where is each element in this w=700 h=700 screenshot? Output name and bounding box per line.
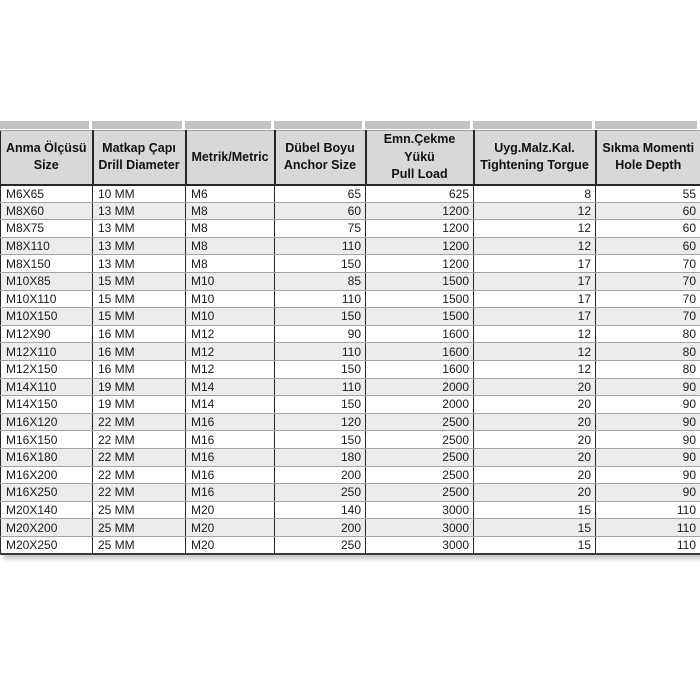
- sheet-top-strip-segment: [595, 121, 697, 129]
- cell: 625: [366, 185, 474, 203]
- cell: 1500: [366, 308, 474, 326]
- cell: 16 MM: [93, 325, 186, 343]
- sheet-top-strip-segment: [365, 121, 470, 129]
- cell: 55: [596, 185, 700, 203]
- cell: 20: [474, 413, 596, 431]
- cell: 90: [596, 484, 700, 502]
- cell: M16: [186, 413, 275, 431]
- cell: 12: [474, 360, 596, 378]
- table-row: [1, 431, 700, 449]
- cell: 70: [596, 308, 700, 326]
- cell: 110: [275, 290, 366, 308]
- cell: M16X200: [1, 466, 93, 484]
- cell: 20: [474, 396, 596, 414]
- cell: 60: [596, 220, 700, 238]
- sheet-top-strip-segment: [274, 121, 362, 129]
- cell: 70: [596, 272, 700, 290]
- column-header-line: Uyg.Malz.Kal.: [494, 140, 575, 155]
- cell: M20: [186, 536, 275, 554]
- column-header-line: Anchor Size: [283, 158, 357, 173]
- cell: 2500: [366, 413, 474, 431]
- column-header: [1, 131, 93, 185]
- cell: 150: [275, 360, 366, 378]
- cell: 110: [596, 519, 700, 537]
- table-row: [1, 448, 700, 466]
- cell: 20: [474, 378, 596, 396]
- cell: 13 MM: [93, 202, 186, 220]
- cell: M8: [186, 255, 275, 273]
- cell: 1600: [366, 343, 474, 361]
- cell: M10X85: [1, 272, 93, 290]
- column-header-line: Metrik/Metric: [191, 149, 269, 164]
- cell: 80: [596, 343, 700, 361]
- cell: 80: [596, 325, 700, 343]
- table-row: [1, 360, 700, 378]
- table-row: [1, 255, 700, 273]
- cell: 250: [275, 484, 366, 502]
- cell: 110: [596, 536, 700, 554]
- table-row: [1, 396, 700, 414]
- column-header: [186, 131, 275, 185]
- cell: 17: [474, 255, 596, 273]
- column-header-line: Size: [33, 158, 59, 173]
- cell: M16X180: [1, 448, 93, 466]
- table-row: [1, 501, 700, 519]
- cell: M16: [186, 466, 275, 484]
- cell: 90: [596, 466, 700, 484]
- spec-table-region: [0, 121, 700, 555]
- cell: 12: [474, 237, 596, 255]
- column-header-line: Emn.Çekme Yükü: [383, 132, 456, 164]
- cell: 3000: [366, 536, 474, 554]
- cell: M20X140: [1, 501, 93, 519]
- cell: M12X150: [1, 360, 93, 378]
- sheet-top-strip-segment: [0, 121, 89, 129]
- cell: M8X75: [1, 220, 93, 238]
- cell: 2500: [366, 466, 474, 484]
- cell: M20: [186, 519, 275, 537]
- cell: M8X150: [1, 255, 93, 273]
- cell: M20: [186, 501, 275, 519]
- cell: 70: [596, 255, 700, 273]
- cell: 1500: [366, 290, 474, 308]
- table-body: [1, 185, 700, 554]
- column-header-line: Drill Diameter: [98, 158, 180, 173]
- cell: 90: [596, 413, 700, 431]
- cell: 10 MM: [93, 185, 186, 203]
- cell: 150: [275, 396, 366, 414]
- cell: M10: [186, 272, 275, 290]
- cell: 80: [596, 360, 700, 378]
- cell: 200: [275, 519, 366, 537]
- cell: 20: [474, 431, 596, 449]
- cell: 150: [275, 431, 366, 449]
- table-row: [1, 484, 700, 502]
- cell: 12: [474, 325, 596, 343]
- cell: M14X110: [1, 378, 93, 396]
- cell: 180: [275, 448, 366, 466]
- cell: 2500: [366, 431, 474, 449]
- cell: 1600: [366, 325, 474, 343]
- column-header: [596, 131, 700, 185]
- cell: 60: [596, 237, 700, 255]
- column-header-line: Hole Depth: [615, 158, 682, 173]
- cell: 25 MM: [93, 536, 186, 554]
- table-row: [1, 185, 700, 203]
- cell: 90: [596, 396, 700, 414]
- column-header-line: Dübel Boyu: [285, 140, 355, 155]
- cell: M8: [186, 220, 275, 238]
- cell: 1500: [366, 272, 474, 290]
- cell: 90: [596, 431, 700, 449]
- cell: 17: [474, 290, 596, 308]
- cell: M12: [186, 343, 275, 361]
- cell: 15 MM: [93, 308, 186, 326]
- cell: 250: [275, 536, 366, 554]
- cell: 12: [474, 220, 596, 238]
- cell: 25 MM: [93, 501, 186, 519]
- cell: 65: [275, 185, 366, 203]
- cell: M16: [186, 431, 275, 449]
- cell: 90: [596, 378, 700, 396]
- cell: 15 MM: [93, 272, 186, 290]
- table-row: [1, 536, 700, 554]
- cell: M16X250: [1, 484, 93, 502]
- cell: 110: [596, 501, 700, 519]
- cell: 19 MM: [93, 396, 186, 414]
- cell: 19 MM: [93, 378, 186, 396]
- cell: M6: [186, 185, 275, 203]
- column-header-line: Anma Ölçüsü: [5, 140, 87, 155]
- cell: M10X150: [1, 308, 93, 326]
- cell: M12: [186, 360, 275, 378]
- cell: 8: [474, 185, 596, 203]
- cell: M20X200: [1, 519, 93, 537]
- cell: 13 MM: [93, 255, 186, 273]
- cell: 15 MM: [93, 290, 186, 308]
- cell: 75: [275, 220, 366, 238]
- column-header-line: Matkap Çapı: [102, 140, 176, 155]
- cell: M14: [186, 396, 275, 414]
- cell: M6X65: [1, 185, 93, 203]
- cell: 20: [474, 466, 596, 484]
- cell: 1600: [366, 360, 474, 378]
- sheet-top-strip-segment: [185, 121, 271, 129]
- table-row: [1, 202, 700, 220]
- column-header: [474, 131, 596, 185]
- cell: M20X250: [1, 536, 93, 554]
- cell: M14: [186, 378, 275, 396]
- cell: 2000: [366, 396, 474, 414]
- anchor-spec-table: [0, 130, 700, 555]
- cell: M12X90: [1, 325, 93, 343]
- cell: 90: [596, 448, 700, 466]
- cell: 25 MM: [93, 519, 186, 537]
- cell: 15: [474, 519, 596, 537]
- cell: 140: [275, 501, 366, 519]
- cell: 22 MM: [93, 484, 186, 502]
- column-header: [366, 131, 474, 185]
- cell: M14X150: [1, 396, 93, 414]
- table-row: [1, 325, 700, 343]
- cell: M16: [186, 484, 275, 502]
- cell: 13 MM: [93, 237, 186, 255]
- cell: M8: [186, 202, 275, 220]
- table-row: [1, 466, 700, 484]
- cell: M12X110: [1, 343, 93, 361]
- cell: M16X150: [1, 431, 93, 449]
- cell: 12: [474, 343, 596, 361]
- cell: 13 MM: [93, 220, 186, 238]
- cell: 85: [275, 272, 366, 290]
- sheet-top-strip-segment: [92, 121, 182, 129]
- column-header: [275, 131, 366, 185]
- table-row: [1, 220, 700, 238]
- cell: 90: [275, 325, 366, 343]
- cell: 22 MM: [93, 448, 186, 466]
- cell: 1200: [366, 202, 474, 220]
- table-row: [1, 519, 700, 537]
- cell: 2500: [366, 484, 474, 502]
- table-row: [1, 343, 700, 361]
- cell: 3000: [366, 501, 474, 519]
- cell: 16 MM: [93, 360, 186, 378]
- cell: 3000: [366, 519, 474, 537]
- cell: 120: [275, 413, 366, 431]
- column-header-line: Tightening Torgue: [480, 158, 589, 173]
- cell: 22 MM: [93, 413, 186, 431]
- cell: M12: [186, 325, 275, 343]
- cell: M16: [186, 448, 275, 466]
- table-row: [1, 413, 700, 431]
- cell: 110: [275, 343, 366, 361]
- cell: 60: [596, 202, 700, 220]
- cell: 12: [474, 202, 596, 220]
- cell: 150: [275, 308, 366, 326]
- table-row: [1, 237, 700, 255]
- cell: 70: [596, 290, 700, 308]
- spec-table-shadow: [0, 130, 700, 555]
- cell: 17: [474, 308, 596, 326]
- table-row: [1, 290, 700, 308]
- cell: 110: [275, 378, 366, 396]
- cell: M10: [186, 308, 275, 326]
- sheet-top-strip-segment: [473, 121, 592, 129]
- column-header: [93, 131, 186, 185]
- cell: 60: [275, 202, 366, 220]
- cell: M16X120: [1, 413, 93, 431]
- cell: 1200: [366, 255, 474, 273]
- cell: 2500: [366, 448, 474, 466]
- cell: 20: [474, 484, 596, 502]
- cell: 17: [474, 272, 596, 290]
- cell: 20: [474, 448, 596, 466]
- cell: 16 MM: [93, 343, 186, 361]
- cell: 22 MM: [93, 431, 186, 449]
- cell: 1200: [366, 237, 474, 255]
- sheet-top-strip: [0, 121, 700, 129]
- cell: 200: [275, 466, 366, 484]
- header-row: [1, 131, 700, 185]
- column-header-line: Pull Load: [391, 167, 448, 181]
- cell: 110: [275, 237, 366, 255]
- cell: 1200: [366, 220, 474, 238]
- cell: 15: [474, 501, 596, 519]
- cell: M8: [186, 237, 275, 255]
- cell: 2000: [366, 378, 474, 396]
- column-header-line: Sıkma Momenti: [602, 140, 695, 155]
- cell: 150: [275, 255, 366, 273]
- table-row: [1, 272, 700, 290]
- table-row: [1, 308, 700, 326]
- cell: M8X60: [1, 202, 93, 220]
- cell: M8X110: [1, 237, 93, 255]
- table-row: [1, 378, 700, 396]
- cell: 15: [474, 536, 596, 554]
- cell: 22 MM: [93, 466, 186, 484]
- cell: M10X110: [1, 290, 93, 308]
- cell: M10: [186, 290, 275, 308]
